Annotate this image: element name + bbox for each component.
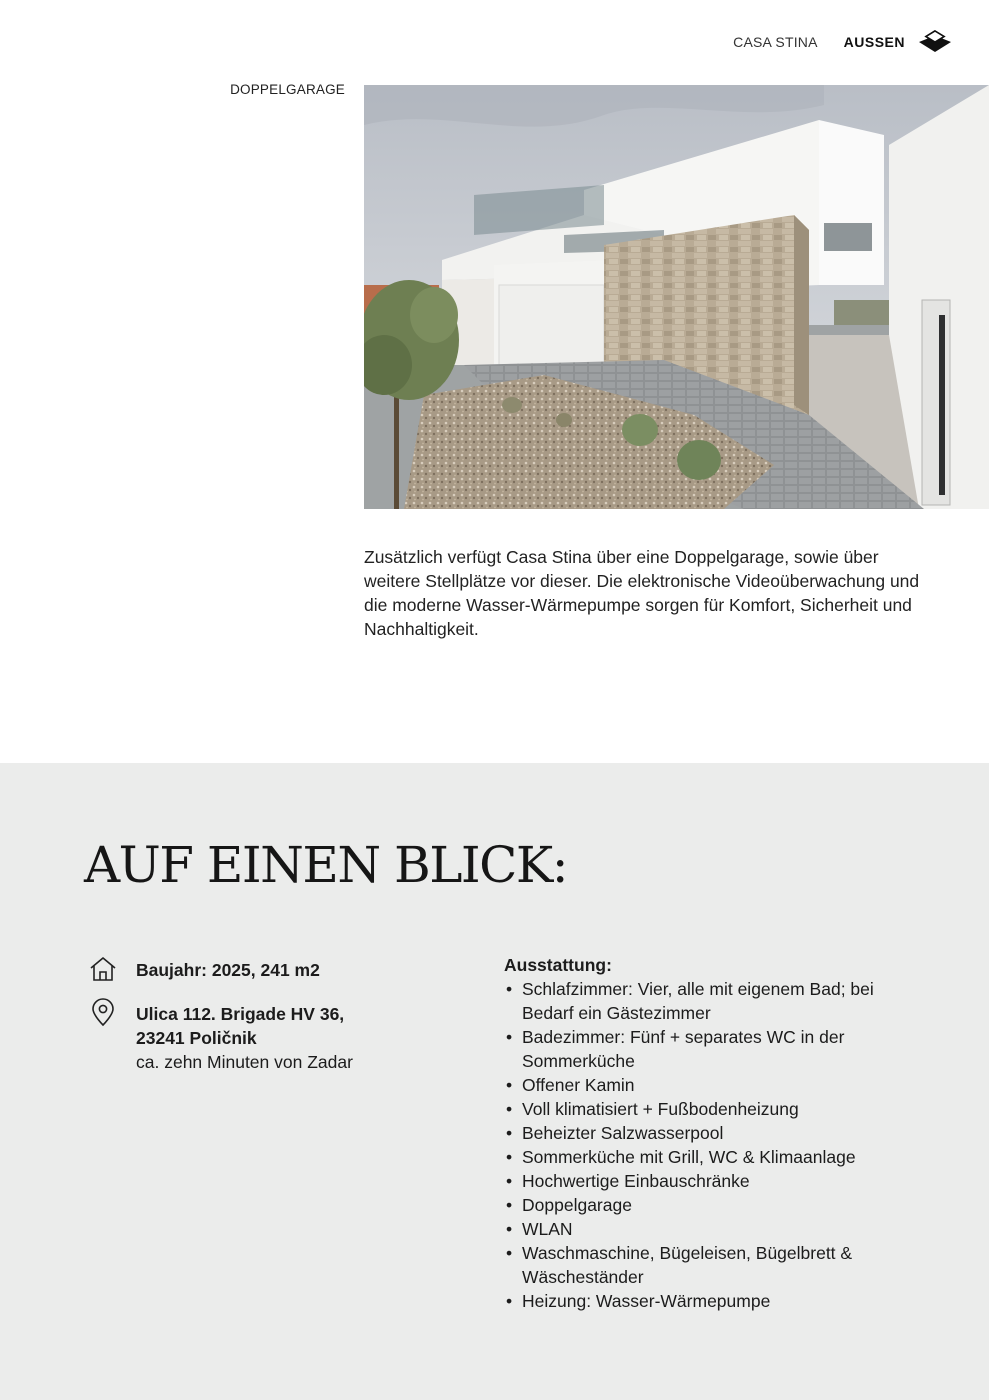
photo-caption: DOPPELGARAGE	[230, 82, 345, 97]
house-icon	[88, 954, 118, 984]
list-item: • WLAN	[522, 1217, 924, 1241]
list-item: • Voll klimatisiert + Fußbodenheizung	[522, 1097, 924, 1121]
address-line-2: 23241 Poličnik	[136, 1028, 257, 1048]
overview-panel	[0, 763, 989, 1400]
key-facts	[88, 958, 428, 1092]
fact-year-size	[88, 958, 428, 984]
list-item: • Badezimmer: Fünf + separates WC in der Sommerküche	[522, 1025, 924, 1073]
address-distance: ca. zehn Minuten von Zadar	[136, 1052, 353, 1072]
list-item: • Heizung: Wasser-Wärmepumpe	[522, 1289, 924, 1313]
list-item: • Sommerküche mit Grill, WC & Klimaanlage	[522, 1145, 924, 1169]
equipment-list	[504, 953, 924, 1313]
list-item: • Offener Kamin	[522, 1073, 924, 1097]
location-pin-icon	[88, 998, 118, 1028]
address-line-1: Ulica 112. Brigade HV 36,	[136, 1004, 345, 1024]
equipment-title: Ausstattung:	[504, 955, 612, 975]
intro-paragraph: Zusätzlich verfügt Casa Stina über eine Doppelgarage, sowie über weitere Stellplätze vor dieser. Die elektronische Videoüberwachung und die moderne Wasser-Wärmepumpe sorgen für Komfort, Sicherheit und Nachhaltigkeit.	[364, 547, 920, 639]
page-header	[733, 30, 953, 54]
fact-address	[88, 1002, 428, 1074]
brand-name: CASA STINA	[733, 34, 818, 50]
overview-title: AUF EINEN BLICK:	[84, 836, 568, 894]
garage-photo	[364, 85, 989, 509]
section-name: AUSSEN	[843, 34, 905, 50]
equipment-items	[504, 977, 924, 1313]
house-diamond-logo-icon	[917, 30, 953, 54]
list-item: • Doppelgarage	[522, 1193, 924, 1217]
list-item: • Schlafzimmer: Vier, alle mit eigenem Bad; bei Bedarf ein Gästezimmer	[522, 977, 924, 1025]
fact-year-text: Baujahr: 2025, 241 m2	[136, 960, 320, 980]
list-item: • Hochwertige Einbauschränke	[522, 1169, 924, 1193]
list-item: • Beheizter Salzwasserpool	[522, 1121, 924, 1145]
list-item: • Waschmaschine, Bügeleisen, Bügelbrett & Wäscheständer	[522, 1241, 924, 1289]
